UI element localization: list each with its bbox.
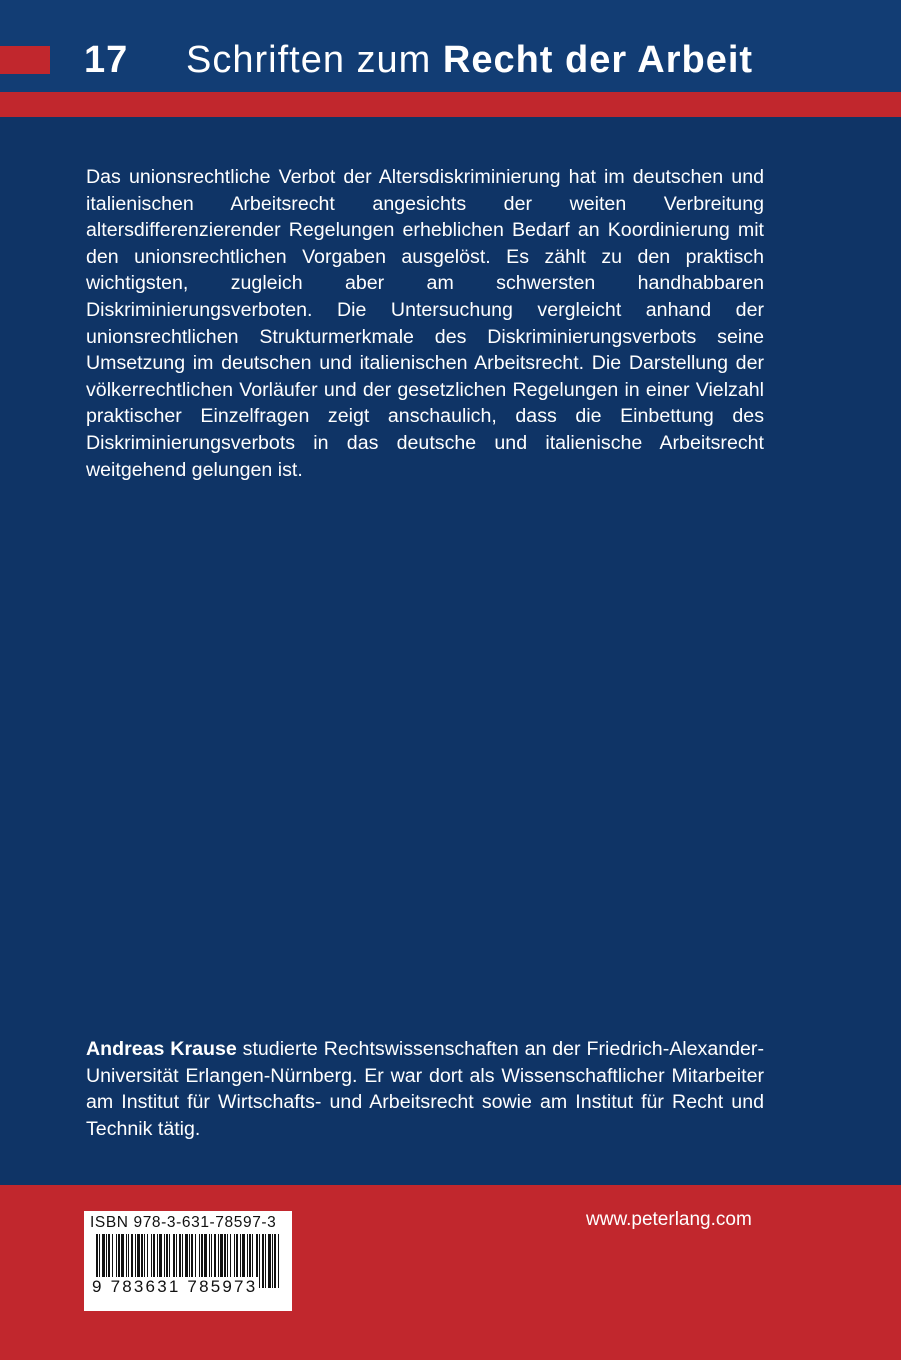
barcode-bar bbox=[265, 1234, 266, 1288]
blurb-text: Das unionsrechtliche Verbot der Altersdiskriminierung hat im deutschen und italienischen Arbeitsrecht angesichts der weiten Verbreitung altersdifferenzierender Regelungen erheblichen Bedarf an Koordinierung mit den unionsrechtlichen Vorgaben ausgelöst. Es zählt zu den praktisch wichtigsten, zugleich aber am schwersten handhabbaren Diskriminierungsverboten. Die Untersuchung vergleicht anhand der unionsrechtlichen Strukturmerkmale des Diskriminierungsverbots seine Umsetzung im deutschen und italienischen Arbeitsrecht. Die Darstellung der völkerrechtlichen Vorläufer und der gesetzlichen Regelungen in einer Vielzahl praktischer Einzelfragen zeigt anschaulich, dass die Einbettung des Diskriminierungsverbots in das deutsche und italienische Arbeitsrecht weitgehend gelungen ist. bbox=[86, 166, 764, 481]
book-blurb bbox=[86, 164, 764, 483]
barcode-bar bbox=[274, 1234, 276, 1288]
isbn-label: ISBN 978-3-631-78597-3 bbox=[90, 1214, 277, 1231]
isbn-barcode bbox=[84, 1211, 292, 1311]
barcode-bar bbox=[278, 1234, 279, 1288]
barcode-bar bbox=[272, 1234, 273, 1288]
author-bio-text: studierte Rechtswissenschaften an der Friedrich-Alexander-Universität Erlangen-Nürnberg. Er war dort als Wissenschaftlicher Mitarbeiter am Institut für Wirtschafts- und Arbeitsrecht sowie am Institut für Recht und Technik tätig. bbox=[86, 1038, 764, 1140]
series-title-bold: Recht der Arbeit bbox=[442, 39, 754, 81]
series-title bbox=[186, 36, 753, 84]
series-number: 17 bbox=[84, 39, 129, 81]
barcode-digits: 9 783631 785973 bbox=[92, 1277, 258, 1296]
series-title-light: Schriften zum bbox=[186, 39, 432, 81]
header-red-band bbox=[0, 92, 901, 117]
barcode-bar bbox=[262, 1234, 264, 1288]
header-red-tab bbox=[0, 46, 50, 74]
barcode-bar bbox=[268, 1234, 271, 1288]
publisher-website: www.peterlang.com bbox=[586, 1209, 752, 1230]
author-name: Andreas Krause bbox=[86, 1038, 237, 1060]
series-header bbox=[0, 0, 901, 92]
author-bio bbox=[86, 1036, 764, 1142]
